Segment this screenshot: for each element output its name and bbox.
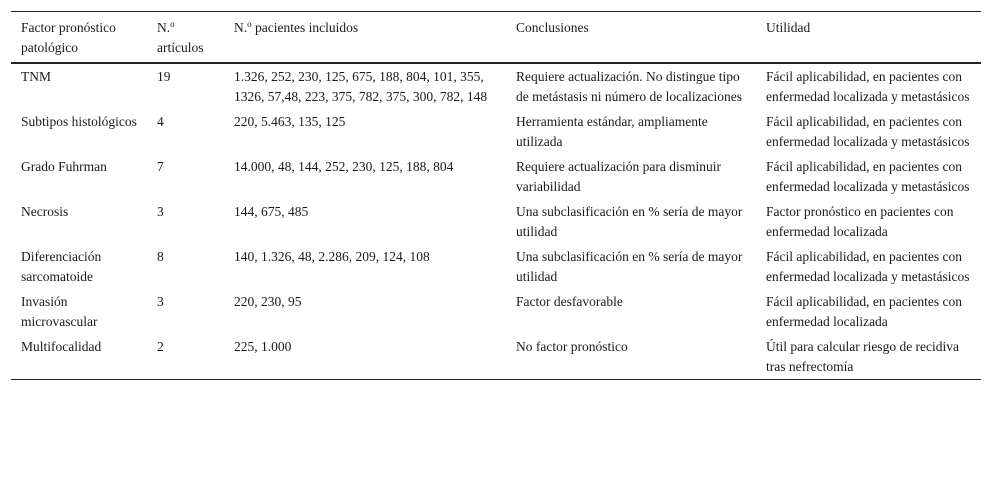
cell-factor: Invasión microvascular bbox=[21, 294, 98, 329]
cell-utilidad: Fácil aplicabilidad, en pacientes con enfermedad localizada y metastásicos bbox=[766, 249, 970, 284]
header-pacientes bbox=[224, 12, 506, 64]
header-factor: Factor pronóstico patológico bbox=[21, 20, 116, 55]
table-row bbox=[11, 289, 981, 334]
header-conclusiones: Conclusiones bbox=[516, 20, 589, 35]
cell-factor: Diferenciación sarcomatoide bbox=[21, 249, 102, 284]
cell-factor: Subtipos histológicos bbox=[21, 114, 137, 129]
header-pacientes-sup: o bbox=[247, 19, 252, 29]
cell-pacientes: 220, 230, 95 bbox=[234, 294, 302, 309]
cell-factor: Grado Fuhrman bbox=[21, 159, 107, 174]
cell-pacientes: 225, 1.000 bbox=[234, 339, 292, 354]
table-row bbox=[11, 244, 981, 289]
cell-conclusiones: Una subclasificación en % sería de mayor utilidad bbox=[516, 204, 743, 239]
cell-factor: TNM bbox=[21, 69, 51, 84]
cell-conclusiones: Requiere actualización para disminuir variabilidad bbox=[516, 159, 722, 194]
cell-articulos: 2 bbox=[157, 339, 164, 354]
prognostic-factors-table bbox=[11, 11, 981, 380]
cell-pacientes: 140, 1.326, 48, 2.286, 209, 124, 108 bbox=[234, 249, 430, 264]
cell-utilidad: Fácil aplicabilidad, en pacientes con enfermedad localizada y metastásicos bbox=[766, 159, 970, 194]
cell-conclusiones: Herramienta estándar, ampliamente utilizada bbox=[516, 114, 708, 149]
cell-factor: Multifocalidad bbox=[21, 339, 102, 354]
table-row bbox=[11, 154, 981, 199]
cell-pacientes: 1.326, 252, 230, 125, 675, 188, 804, 101, 355, 1326, 57,48, 223, 375, 782, 375, 300, 782, 148 bbox=[234, 69, 488, 104]
header-articulos bbox=[147, 12, 224, 64]
prognostic-factors-table-container bbox=[11, 11, 981, 380]
cell-factor: Necrosis bbox=[21, 204, 69, 219]
header-articulos-prefix: N. bbox=[157, 20, 171, 35]
table-header bbox=[11, 12, 981, 64]
cell-articulos: 7 bbox=[157, 159, 164, 174]
cell-articulos: 4 bbox=[157, 114, 164, 129]
cell-utilidad: Útil para calcular riesgo de recidiva tras nefrectomía bbox=[766, 339, 960, 374]
table-row bbox=[11, 199, 981, 244]
table-row bbox=[11, 63, 981, 109]
cell-utilidad: Fácil aplicabilidad, en pacientes con enfermedad localizada bbox=[766, 294, 963, 329]
cell-conclusiones: Factor desfavorable bbox=[516, 294, 623, 309]
header-utilidad: Utilidad bbox=[766, 20, 811, 35]
cell-conclusiones: Requiere actualización. No distingue tipo de metástasis ni número de localizaciones bbox=[516, 69, 743, 104]
cell-utilidad: Factor pronóstico en pacientes con enfermedad localizada bbox=[766, 204, 954, 239]
table-body bbox=[11, 63, 981, 380]
cell-pacientes: 14.000, 48, 144, 252, 230, 125, 188, 804 bbox=[234, 159, 454, 174]
table-row bbox=[11, 334, 981, 380]
cell-articulos: 19 bbox=[157, 69, 171, 84]
cell-pacientes: 220, 5.463, 135, 125 bbox=[234, 114, 346, 129]
cell-utilidad: Fácil aplicabilidad, en pacientes con enfermedad localizada y metastásicos bbox=[766, 69, 970, 104]
header-pacientes-suffix: pacientes incluidos bbox=[251, 20, 359, 35]
cell-conclusiones: No factor pronóstico bbox=[516, 339, 628, 354]
cell-conclusiones: Una subclasificación en % sería de mayor utilidad bbox=[516, 249, 743, 284]
cell-pacientes: 144, 675, 485 bbox=[234, 204, 309, 219]
header-articulos-sup: o bbox=[170, 19, 175, 29]
header-row bbox=[11, 12, 981, 64]
cell-articulos: 8 bbox=[157, 249, 164, 264]
header-articulos-suffix: artículos bbox=[157, 40, 204, 55]
cell-utilidad: Fácil aplicabilidad, en pacientes con enfermedad localizada y metastásicos bbox=[766, 114, 970, 149]
cell-articulos: 3 bbox=[157, 294, 164, 309]
cell-articulos: 3 bbox=[157, 204, 164, 219]
table-row bbox=[11, 109, 981, 154]
header-pacientes-prefix: N. bbox=[234, 20, 248, 35]
